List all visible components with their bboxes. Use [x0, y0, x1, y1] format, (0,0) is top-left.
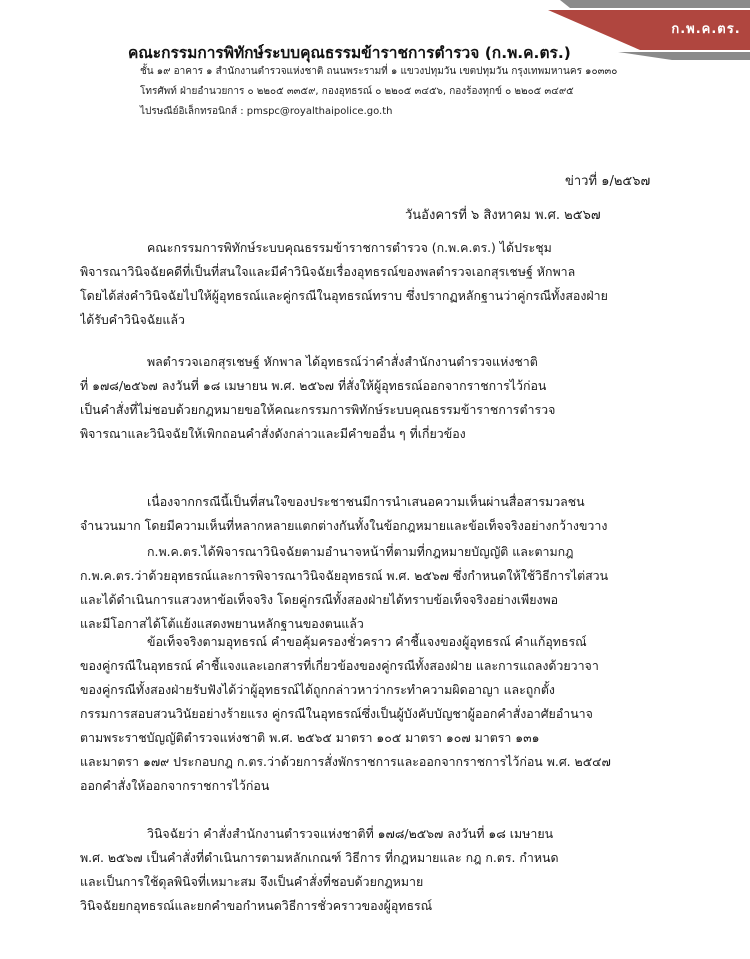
- phone-line: โทรศัพท์ ฝ่ายอำนวยการ ๐ ๒๒๐๕ ๓๓๕๙, กองอุทธรณ์ ๐ ๒๒๐๕ ๓๔๕๖, กองร้องทุกข์ ๐ ๒๒๐๕ ๓๔๙๕: [140, 86, 574, 97]
- paragraph-line: วินิจฉัยยกอุทธรณ์และยกคำขอกำหนดวิธีการชั่วคราวของผู้อุทธรณ์: [80, 898, 433, 913]
- paragraph-line: ของคู่กรณีในอุทธรณ์ คำชี้แจงและเอกสารที่เกี่ยวข้องของคู่กรณีทั้งสองฝ่าย และการแถลงด้วยวาจา: [80, 658, 599, 673]
- paragraph-6: [80, 822, 720, 918]
- paragraph-line: และได้ดำเนินการแสวงหาข้อเท็จจริง โดยคู่กรณีทั้งสองฝ่ายได้ทราบข้อเท็จจริงอย่างเพียงพอ: [80, 592, 559, 607]
- paragraph-line: ข้อเท็จจริงตามอุทธรณ์ คำขอคุ้มครองชั่วคราว คำชี้แจงของผู้อุทธรณ์ คำแก้อุทธรณ์: [147, 634, 587, 649]
- paragraph-line: ก.พ.ค.ตร.ได้พิจารณาวินิจฉัยตามอำนาจหน้าที่ตามที่กฎหมายบัญญัติ และตามกฎ: [147, 544, 574, 559]
- paragraph-line: พิจารณาวินิจฉัยคดีที่เป็นที่สนใจและมีคำวินิจฉัยเรื่องอุทธรณ์ของพลตำรวจเอกสุรเชษฐ์ หักพาล: [80, 264, 576, 279]
- paragraph-line: ออกคำสั่งให้ออกจากราชการไว้ก่อน: [80, 778, 270, 793]
- address-line-1: ชั้น ๑๙ อาคาร ๑ สำนักงานตำรวจแห่งชาติ ถนนพระรามที่ ๑ แขวงปทุมวัน เขตปทุมวัน กรุงเทพมหานคร ๑๐๓๓๐: [140, 66, 618, 77]
- paragraph-line: ก.พ.ค.ตร.ว่าด้วยอุทธรณ์และการพิจารณาวินิจฉัยอุทธรณ์ พ.ศ. ๒๕๖๗ ซึ่งกำหนดให้ใช้วิธีการไต่สวน: [80, 568, 609, 583]
- top-gray-stripe: [560, 0, 750, 8]
- paragraph-line: โดยได้ส่งคำวินิจฉัยไปให้ผู้อุทธรณ์และคู่กรณีในอุทธรณ์ทราบ ซึ่งปรากฏหลักฐานว่าคู่กรณีทั้งสองฝ่าย: [80, 288, 608, 303]
- paragraph-line: กรรมการสอบสวนวินัยอย่างร้ายแรง คู่กรณีในอุทธรณ์ซึ่งเป็นผู้บังคับบัญชาผู้ออกคำสั่งอาศัยอำนาจ: [80, 706, 593, 721]
- paragraph-line: พิจารณาและวินิจฉัยให้เพิกถอนคำสั่งดังกล่าวและมีคำขออื่น ๆ ที่เกี่ยวข้อง: [80, 426, 466, 441]
- paragraph-2: [80, 350, 720, 446]
- paragraph-line: ของคู่กรณีทั้งสองฝ่ายรับฟังได้ว่าผู้อุทธรณ์ได้ถูกกล่าวหาว่ากระทำความผิดอาญา และถูกตั้ง: [80, 682, 555, 697]
- paragraph-1: [80, 236, 720, 332]
- paragraph-line: และมาตรา ๑๗๙ ประกอบกฎ ก.ตร.ว่าด้วยการสั่งพักราชการและออกจากราชการไว้ก่อน พ.ศ. ๒๕๔๗: [80, 754, 611, 769]
- paragraph-line: พ.ศ. ๒๕๖๗ เป็นคำสั่งที่ดำเนินการตามหลักเกณฑ์ วิธีการ ที่กฎหมายและ กฎ ก.ตร. กำหนด: [80, 850, 559, 865]
- paragraph-line: ตามพระราชบัญญัติตำรวจแห่งชาติ พ.ศ. ๒๕๖๕ มาตรา ๑๐๕ มาตรา ๑๐๗ มาตรา ๑๓๑: [80, 730, 540, 745]
- paragraph-line: เป็นคำสั่งที่ไม่ชอบด้วยกฎหมายขอให้คณะกรรมการพิทักษ์ระบบคุณธรรมข้าราชการตำรวจ: [80, 402, 556, 417]
- paragraph-line: จำนวนมาก โดยมีความเห็นที่หลากหลายแตกต่างกันทั้งในข้อกฎหมายและข้อเท็จจริงอย่างกว้างขวาง: [80, 518, 608, 533]
- paragraph-5: [80, 630, 720, 798]
- paragraph-line: ได้รับคำวินิจฉัยแล้ว: [80, 312, 185, 327]
- paragraph-4: [80, 540, 720, 636]
- news-number: ข่าวที่ ๑/๒๕๖๗: [565, 174, 651, 189]
- paragraph-line: พลตำรวจเอกสุรเชษฐ์ หักพาล ได้อุทธรณ์ว่าคำสั่งสำนักงานตำรวจแห่งชาติ: [147, 354, 538, 369]
- paragraph-line: และเป็นการใช้ดุลพินิจที่เหมาะสม จึงเป็นคำสั่งที่ชอบด้วยกฎหมาย: [80, 874, 424, 889]
- paragraph-line: วินิจฉัยว่า คำสั่งสำนักงานตำรวจแห่งชาติที่ ๑๗๘/๒๕๖๗ ลงวันที่ ๑๘ เมษายน: [147, 826, 554, 841]
- organization-title: คณะกรรมการพิทักษ์ระบบคุณธรรมข้าราชการตำรวจ (ก.พ.ค.ตร.): [128, 44, 571, 62]
- paragraph-line: และมีโอกาสได้โต้แย้งแสดงพยานหลักฐานของตนแล้ว: [80, 616, 364, 631]
- paragraph-line: คณะกรรมการพิทักษ์ระบบคุณธรรมข้าราชการตำรวจ (ก.พ.ค.ตร.) ได้ประชุม: [147, 240, 552, 255]
- news-date: วันอังคารที่ ๖ สิงหาคม พ.ศ. ๒๕๖๗: [405, 208, 601, 223]
- email-line: ไปรษณีย์อิเล็กทรอนิกส์ : pmspc@royalthaipolice.go.th: [140, 106, 393, 117]
- paragraph-line: ที่ ๑๗๘/๒๕๖๗ ลงวันที่ ๑๘ เมษายน พ.ศ. ๒๕๖๗ ที่สั่งให้ผู้อุทธรณ์ออกจากราชการไว้ก่อน: [80, 378, 547, 393]
- paragraph-line: เนื่องจากกรณีนี้เป็นที่สนใจของประชาชนมีการนำเสนอความเห็นผ่านสื่อสารมวลชน: [147, 494, 585, 509]
- paragraph-3: [80, 490, 720, 538]
- header-badge: ก.พ.ค.ตร.: [671, 22, 741, 37]
